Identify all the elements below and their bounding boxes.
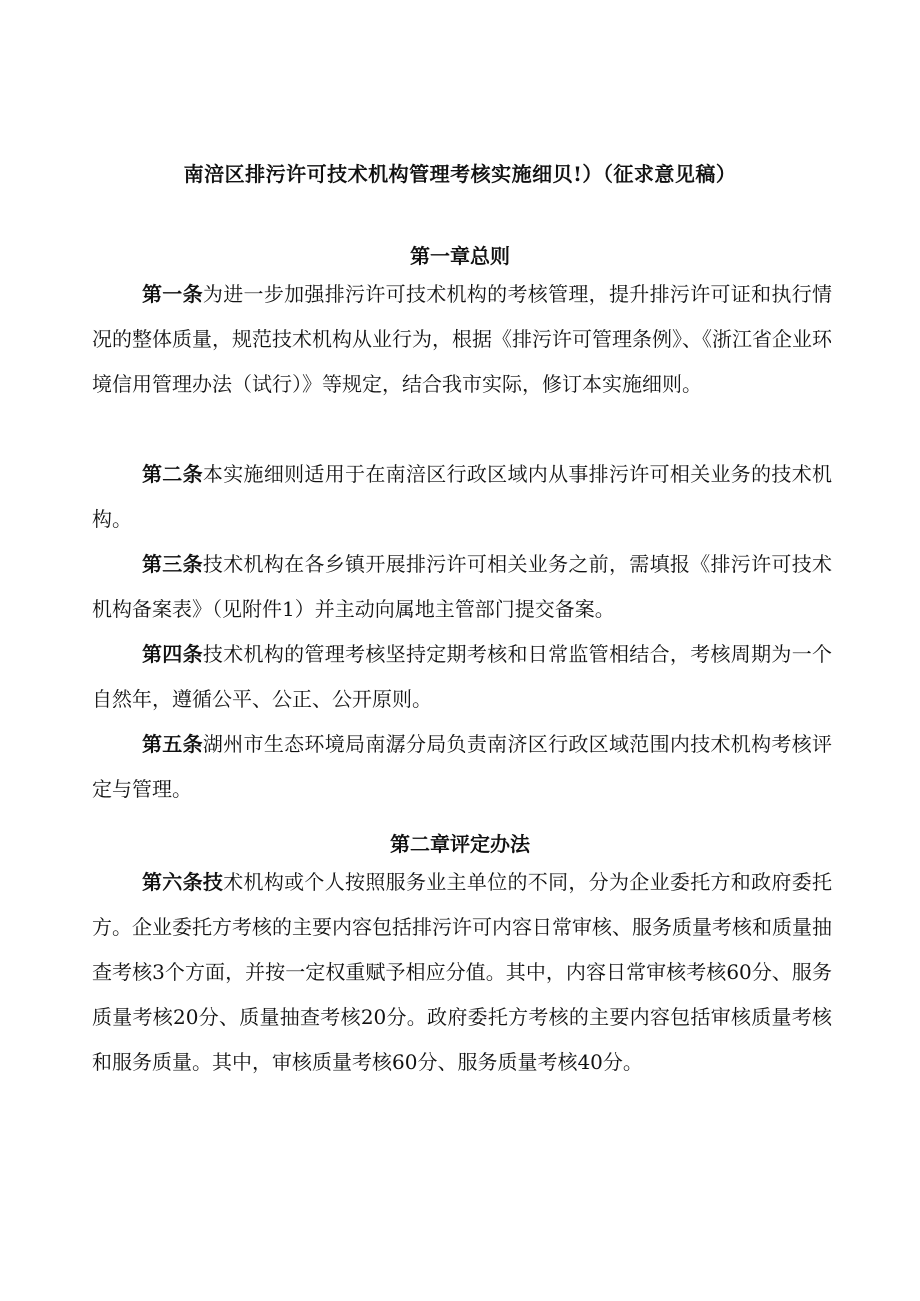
article-4 [92,632,832,722]
chapter-heading-1: 第一章总则 [410,244,510,268]
chapter-heading-2: 第二章评定办法 [390,832,530,856]
article-2 [92,452,832,542]
article-1 [92,272,832,407]
article-text: 技术机构的管理考核坚持定期考核和日常监管相结合，考核周期为一个自然年，遵循公平、公正、公开原则。 [92,642,833,711]
article-text: 术机构或个人按照服务业主单位的不同，分为企业委托方和政府委托方。企业委托方考核的主要内容包括排污许可内容日常审核、服务质量考核和质量抽查考核3个方面，并按一定权重赋予相应分值。其中，内容日常审核考核60分、服务质量考核20分、质量抽查考核20分。政府委托方考核的主要内容包括审核质量考核和服务质量。其中，审核质量考核60分、服务质量考核40分。 [92,870,833,1074]
article-text: 本实施细则适用于在南涪区行政区域内从事排污许可相关业务的技术机构。 [92,462,833,531]
article-label: 第一条 [142,282,203,306]
article-label: 第二条 [142,462,203,486]
article-text: 为进一步加强排污许可技术机构的考核管理，提升排污许可证和执行情况的整体质量，规范技术机构从业行为，根据《排污许可管理条例》、《浙江省企业环境信用管理办法（试行）》等规定，结合我市实际，修订本实施细则。 [92,282,833,396]
article-5 [92,722,832,812]
article-label: 第五条 [142,732,203,756]
document-title: 南涪区排污许可技术机构管理考核实施细贝!）（征求意见稿） [183,162,737,186]
article-label: 第三条 [142,552,203,576]
article-label: 第四条 [142,642,203,666]
article-text: 湖州市生态环境局南潺分局负责南济区行政区域范围内技术机构考核评定与管理。 [92,732,833,801]
article-text: 技术机构在各乡镇开展排污许可相关业务之前，需填报《排污许可技术机构备案表》（见附件1）并主动向属地主管部门提交备案。 [92,552,833,621]
article-6 [92,860,832,1085]
article-label: 第六条技 [142,870,224,894]
article-3 [92,542,832,632]
